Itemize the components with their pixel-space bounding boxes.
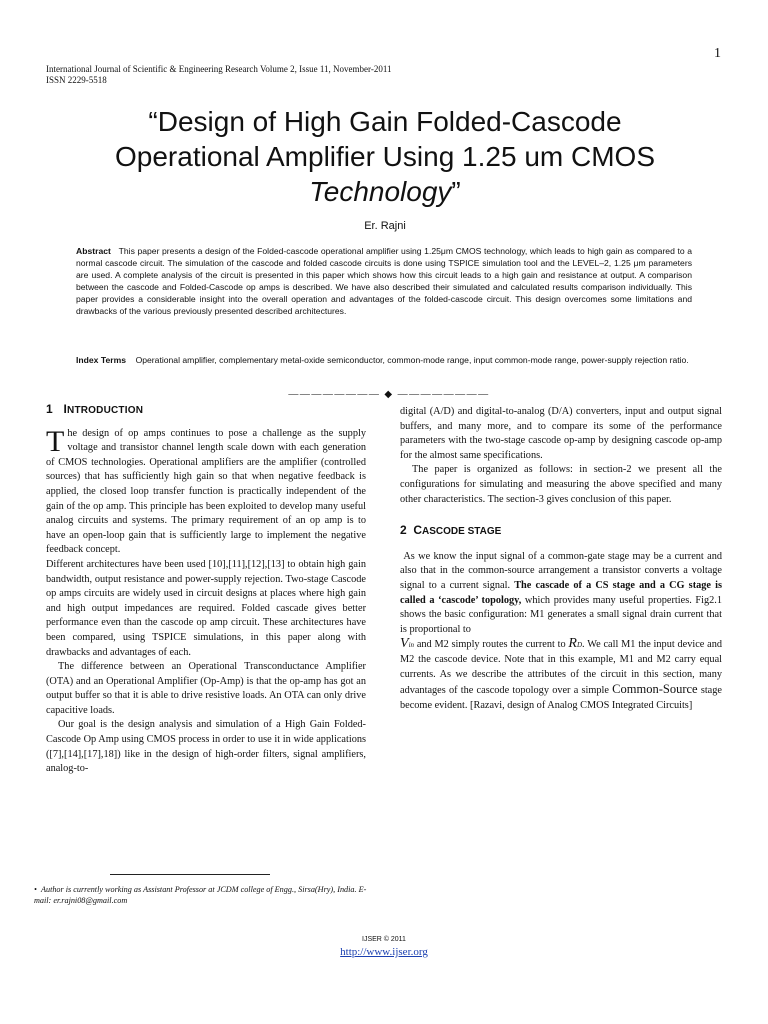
journal-header [46, 64, 606, 86]
abstract [76, 245, 692, 317]
abstract-label: Abstract [76, 246, 111, 256]
right-column [400, 405, 722, 713]
section-1-heading [46, 402, 366, 419]
cascode-text-a: As we know the input signal of a common-gate stage may be a current and also that in the common-source arrangement a transistor converts a voltage signal to a current signal. [400, 550, 722, 591]
footnote-divider [110, 874, 270, 875]
footnote-text: Author is currently working as Assistant Professor at JCDM college of Engg., Sirsa(Hry), India. E-mail: er.rajni08@gmail.com [34, 885, 367, 905]
title-italic-part: Technology [309, 176, 452, 207]
cascode-bold-definition: The cascade of a CS stage and a CG stage is called a ‘cascode’ topology, [400, 579, 722, 606]
section-2-title-rest: ASCODE STAGE [422, 526, 502, 538]
intro-paragraph-1: he design of op amps continues to pose a challenge as the supply voltage and transistor channel length scale down with each generation of CMOS technologies. Operational amplifiers are the amplifier (controlled sources) that has sufficiently high gain so that when negative feedback is applied, the closed loop transfer function is practically independent of the gain of the op amp. This principle has been exploited to develop many useful analog circuits and systems. The primary requirement of an op amp is to have an open-loop gain that is sufficiently large to implement the negative feedback concept. [46, 427, 366, 556]
section-1-title-initial: I [63, 402, 68, 416]
vin-symbol: V [400, 636, 409, 652]
cascode-text-c: and M2 simply routes the current to [416, 639, 566, 651]
intro-paragraph-2: Different architectures have been used [10],[11],[12],[13] to obtain high gain bandwidth, output resistance and power-supply rejection. Two-stage Cascode op amps circuits are widely used in circuit designs at places where high gain and high output impedances are required. Folded cascade gives better performance even than the cascode op amp circuit. These architectures have been compared, using TSPICE simulations, in this paper along with drawbacks and advantages of each. [46, 558, 366, 658]
author-footnote [34, 884, 374, 906]
title-bold-part: “Design of High Gain Folded [148, 106, 502, 137]
section-2-title-initial: C [413, 523, 423, 538]
left-column [46, 402, 366, 777]
page-number: 1 [714, 46, 721, 61]
index-terms-text: Operational amplifier, complementary metal-oxide semiconductor, common-mode range, input common-mode range, power-supply rejection ratio. [135, 355, 689, 365]
section-2-number: 2 [400, 523, 407, 538]
cascode-text-e: stage become evident. [Razavi, design of Analog CMOS Integrated Circuits] [400, 685, 722, 711]
section-1-number: 1 [46, 402, 53, 416]
common-source-term: Common-Source [612, 682, 698, 697]
issn: ISSN 2229-5518 [46, 75, 107, 85]
title-close-quote: ” [451, 176, 461, 207]
footer-link[interactable]: http://www.ijser.org [340, 946, 428, 958]
intro-paragraph-4: Our goal is the design analysis and simulation of a High Gain Folded-Cascode Op Amp using CMOS process in order to use it in wide applications ([7],[14],[17],18]) like in the design of high-order filters, signal amplifiers, analog-to- [46, 719, 366, 775]
footnote-bullet: • [34, 885, 37, 894]
cascode-paragraph [400, 550, 722, 714]
cascode-text-d: . We call M1 the input device and M2 the cascode device. Note that in this example, M1 and M2 carry equal currents. As we describe the attributes of the circuit in this section, many advantages of the cascode topology over a simple [400, 639, 723, 697]
rd-symbol: R [568, 636, 577, 652]
title-line-1 [60, 104, 710, 139]
footer-copyright: IJSER © 2011 [362, 936, 406, 943]
author-name: Er. Rajni [364, 220, 406, 232]
title-rest-part: -Cascode [501, 106, 622, 137]
paragraph [46, 424, 366, 558]
paper-title [60, 104, 710, 209]
drop-cap: T [46, 424, 65, 458]
section-2-heading [400, 523, 722, 540]
journal-name: International Journal of Scientific & Engineering Research Volume 2, Issue 11, November-2011 [46, 64, 392, 74]
vin-subscript: in [408, 641, 415, 650]
cascode-text-b: which provides many useful properties. Fig2.1 shows the basic configuration: M1 generates a small signal drain current that is proportional to [400, 594, 722, 635]
index-terms [76, 354, 692, 366]
index-terms-label: Index Terms [76, 355, 126, 365]
title-line-2: Operational Amplifier Using 1.25 um CMOS [115, 141, 655, 172]
intro-paragraph-5: The paper is organized as follows: in section-2 we present all the configurations for simulating and measuring the above specified and many other characteristics. The section-3 gives conclusion of this paper. [400, 464, 722, 505]
intro-paragraph-3: The difference between an Operational Transconductance Amplifier (OTA) and an Operational Amplifier (Op-Amp) is that the op-amp has got an output buffer so that it is able to drive resistive loads. An OTA can only drive capacitive loads. [46, 661, 366, 716]
intro-paragraph-4-continued: digital (A/D) and digital-to-analog (D/A) converters, input and output signal buffers, and many more, and to compare its some of the performance parameters with the two-stage cascode op-amp by designing cascode op-amp for the almost same specifications. [400, 406, 722, 461]
rd-subscript: D [576, 641, 583, 650]
title-line-3 [60, 174, 710, 209]
section-1-title-rest: NTRODUCTION [67, 405, 144, 416]
section-separator: ———————— ◆ ———————— [288, 389, 490, 400]
abstract-text: This paper presents a design of the Folded-cascode operational amplifier using 1.25μm CMOS technology, which leads to high gain as compared to a normal cascode circuit. The simulation of the cascode and folded cascode circuits is done using TSPICE simulation tool and the LEVEL–2, 1.25 μm parameters are used. A complete analysis of the circuit is presented in this paper which shows how this circuit leads to a high gain and resistance at output. A comparison between the cascode and Folded-Cascode op amps is described. We have also described their simulated and calculated results comparison individually. This paper provides a considerable insight into the overall operation and advantages of the folded-cascode circuit. This design overcomes some limitations and drawbacks of the various previously presented described architectures. [76, 246, 692, 316]
